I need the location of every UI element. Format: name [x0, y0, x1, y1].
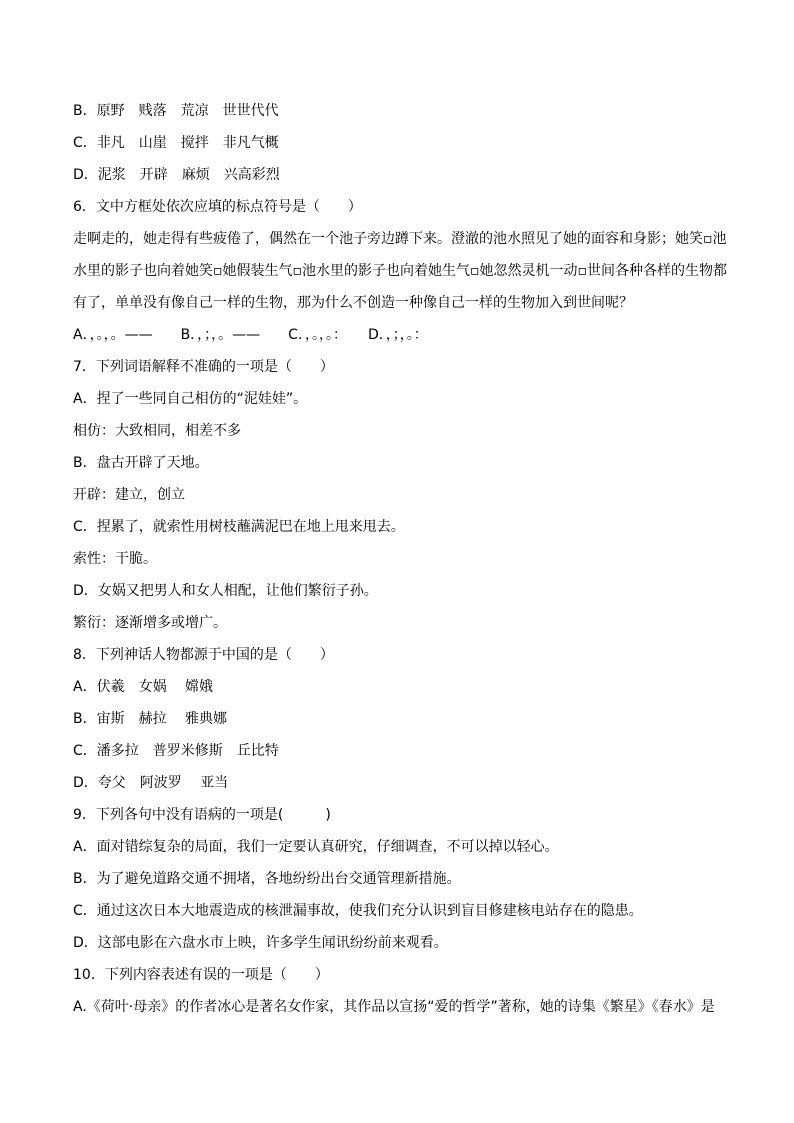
q8-option: D．夸父 阿波罗 亚当 — [73, 775, 229, 791]
q7-line: A．捏了一些同自己相仿的“泥娃娃”。 — [73, 391, 308, 407]
q10-option: A.《荷叶·母亲》的作者冰心是著名女作家，其作品以宣扬“爱的哲学”著称，她的诗集《繁星》《春水》是 — [73, 999, 715, 1015]
q5-option-c: C．非凡 山崖 搅拌 非凡气概 — [73, 135, 279, 151]
q8-option: B．宙斯 赫拉 雅典娜 — [73, 711, 228, 727]
q8-option: A．伏羲 女娲 嫦娥 — [73, 679, 214, 695]
q9-option: A．面对错综复杂的局面，我们一定要认真研究，仔细调查，不可以掉以轻心。 — [73, 839, 559, 855]
q7-line: 索性：干脆。 — [73, 551, 157, 567]
q6-passage-line: 走啊走的，她走得有些疲倦了，偶然在一个池子旁边蹲下来。澄澈的池水照见了她的面容和身影；她笑▫池 — [73, 231, 727, 247]
q5-option-d: D．泥浆 开辟 麻烦 兴高彩烈 — [73, 167, 280, 183]
q6-passage-line: 水里的影子也向着她笑▫她假装生气▫池水里的影子也向着她生气▫她忽然灵机一动▫世间各种各样的生物都 — [73, 263, 727, 279]
q9-option: C．通过这次日本大地震造成的核泄漏事故，使我们充分认识到盲目修建核电站存在的隐患。 — [73, 903, 643, 919]
q7-line: D．女娲又把男人和女人相配，让他们繁衍子孙。 — [73, 583, 378, 599]
q6-stem: 6．文中方框处依次应填的标点符号是（ ） — [73, 199, 362, 215]
q6-options: A．，。，。—— B．，；，。—— C．，。，。： D．，；，。： — [73, 327, 428, 343]
q7-line: 开辟：建立，创立 — [73, 487, 185, 503]
q7-line: C．捏累了，就索性用树枝蘸满泥巴在地上甩来甩去。 — [73, 519, 405, 535]
q10-stem: 10．下列内容表述有误的一项是（ ） — [73, 967, 329, 983]
q9-stem: 9．下列各句中没有语病的一项是( ) — [73, 807, 331, 823]
q7-stem: 7．下列词语解释不准确的一项是（ ） — [73, 359, 334, 375]
q8-option: C．潘多拉 普罗米修斯 丘比特 — [73, 743, 279, 759]
q9-option: B．为了避免道路交通不拥堵，各地纷纷出台交通管理新措施。 — [73, 871, 461, 887]
q7-line: B．盘古开辟了天地。 — [73, 455, 209, 471]
q5-option-b: B．原野 贱落 荒凉 世世代代 — [73, 103, 279, 119]
q7-line: 相仿：大致相同，相差不多 — [73, 423, 241, 439]
q6-passage-line: 有了，单单没有像自己一样的生物，那为什么不创造一种像自己一样的生物加入到世间呢？ — [73, 295, 633, 311]
q8-stem: 8．下列神话人物都源于中国的是（ ） — [73, 647, 334, 663]
q9-option: D．这部电影在六盘水市上映，许多学生闻讯纷纷前来观看。 — [73, 935, 448, 951]
q7-line: 繁衍：逐渐增多或增广。 — [73, 615, 227, 631]
